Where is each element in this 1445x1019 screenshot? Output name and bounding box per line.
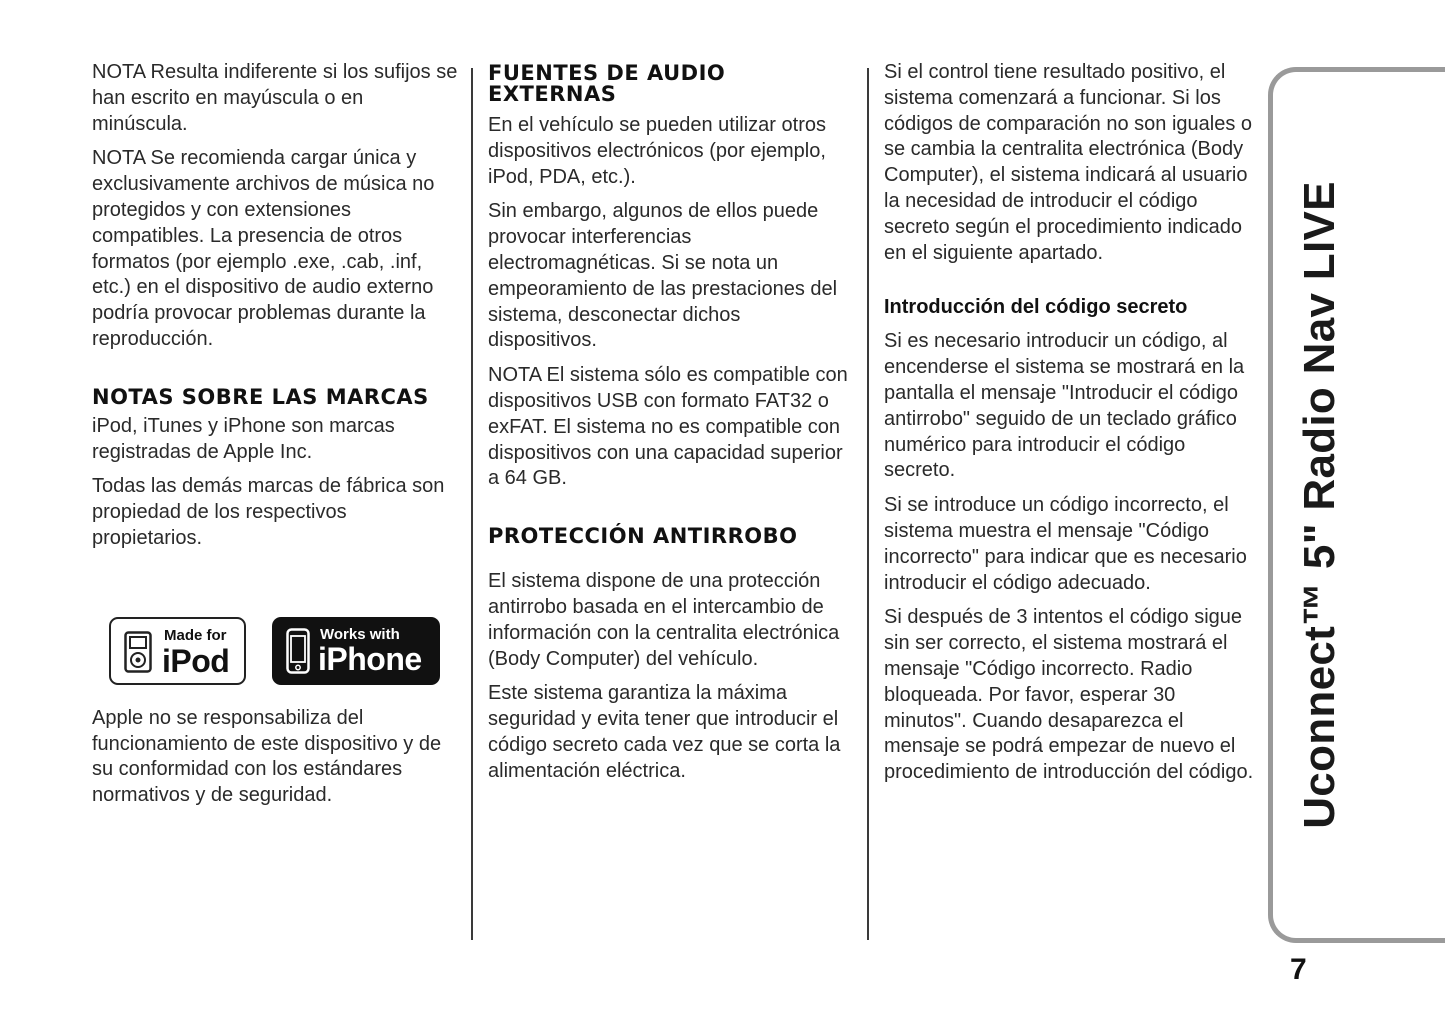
- external-devices: En el vehículo se pueden utilizar otros dispositivos electrónicos (por ejemplo, iPod, PDA, etc.).: [488, 114, 826, 188]
- works-with-iphone-badge: [272, 617, 440, 685]
- heading-trademarks: NOTAS SOBRE LAS MARCAS: [92, 384, 429, 409]
- control-result: Si el control tiene resultado positivo, el sistema comenzará a funcionar. Si los códigos de comparación no son iguales o se cambia la centralita electrónica (Body Computer), el sistema indicará al usuario la necesidad de introducir el código secreto según el procedimiento indicado en el siguiente apartado.: [884, 61, 1253, 264]
- note-suffixes: NOTA Resulta indiferente si los sufijos se han escrito en mayúscula o en minúscula.: [92, 61, 458, 135]
- iphone-icon: [286, 628, 310, 674]
- chapter-title: Uconnect™ 5" Radio Nav LIVE: [1295, 181, 1344, 829]
- iphone-badge-line2: iPhone: [318, 641, 422, 677]
- wrong-code: Si se introduce un código incorrecto, el sistema muestra el mensaje "Código incorrecto" para indicar que es necesario introducir el código adecuado.: [884, 494, 1247, 594]
- trademarks-apple: iPod, iTunes y iPhone son marcas registradas de Apple Inc.: [92, 414, 395, 463]
- column-divider: [867, 68, 869, 940]
- heading-anti-theft: PROTECCIÓN ANTIRROBO: [488, 524, 798, 549]
- subheading-secret-code: Introducción del código secreto: [884, 296, 1188, 319]
- radio-blocked: Si después de 3 intentos el código sigue sin ser correcto, el sistema mostrará el mensaje "Código incorrecto. Radio bloqueada. Por favor, esperar 30 minutos". Cuando desaparezca el mensaje se podrá empezar de nuevo el procedimiento de introducción del código.: [884, 606, 1254, 784]
- page-number: 7: [1290, 953, 1307, 986]
- anti-theft-description: El sistema dispone de una protección antirrobo basada en el intercambio de información con la centralita electrónica (Body Computer) del vehículo.: [488, 570, 840, 670]
- security-guarantee: Este sistema garantiza la máxima seguridad y evita tener que introducir el código secreto cada vez que se corta la alimentación eléctrica.: [488, 682, 841, 782]
- code-entry: Si es necesario introducir un código, al encenderse el sistema se mostrará en la pantalla el mensaje "Introducir el código antirrobo" seguido de un teclado gráfico numérico para introducir el código secreto.: [884, 330, 1245, 482]
- interference-warning: Sin embargo, algunos de ellos puede provocar interferencias electromagnéticas. Si se nota un empeoramiento de las prestaciones del sistema, desconectar dichos dispositivos.: [488, 200, 838, 352]
- heading-external-audio: FUENTES DE AUDIO EXTERNAS: [488, 61, 726, 106]
- note-music-files: NOTA Se recomienda cargar única y exclusivamente archivos de música no protegidos y con extensiones compatibles. La presencia de otros formatos (por ejemplo .exe, .cab, .inf, etc.) en el dispositivo de audio externo podría provocar problemas durante la reproducción.: [92, 147, 435, 350]
- ipod-icon: [124, 631, 152, 673]
- trademarks-others: Todas las demás marcas de fábrica son propiedad de los respectivos propietarios.: [92, 475, 445, 549]
- ipod-badge-line2: iPod: [162, 643, 230, 679]
- iphone-badge-line1: Works with: [320, 626, 400, 643]
- made-for-ipod-badge: [109, 617, 246, 685]
- apple-disclaimer: Apple no se responsabiliza del funcionamiento de este dispositivo y de su conformidad con los estándares normativos y de seguridad.: [92, 706, 442, 807]
- ipod-badge-line1: Made for: [164, 627, 227, 644]
- column-1: [92, 60, 462, 818]
- column-divider: [471, 68, 473, 940]
- usb-compatibility-note: NOTA El sistema sólo es compatible con dispositivos USB con formato FAT32 o exFAT. El sistema no es compatible con dispositivos con una capacidad superior a 64 GB.: [488, 364, 848, 490]
- column-2: [488, 60, 854, 794]
- column-3: [884, 60, 1256, 795]
